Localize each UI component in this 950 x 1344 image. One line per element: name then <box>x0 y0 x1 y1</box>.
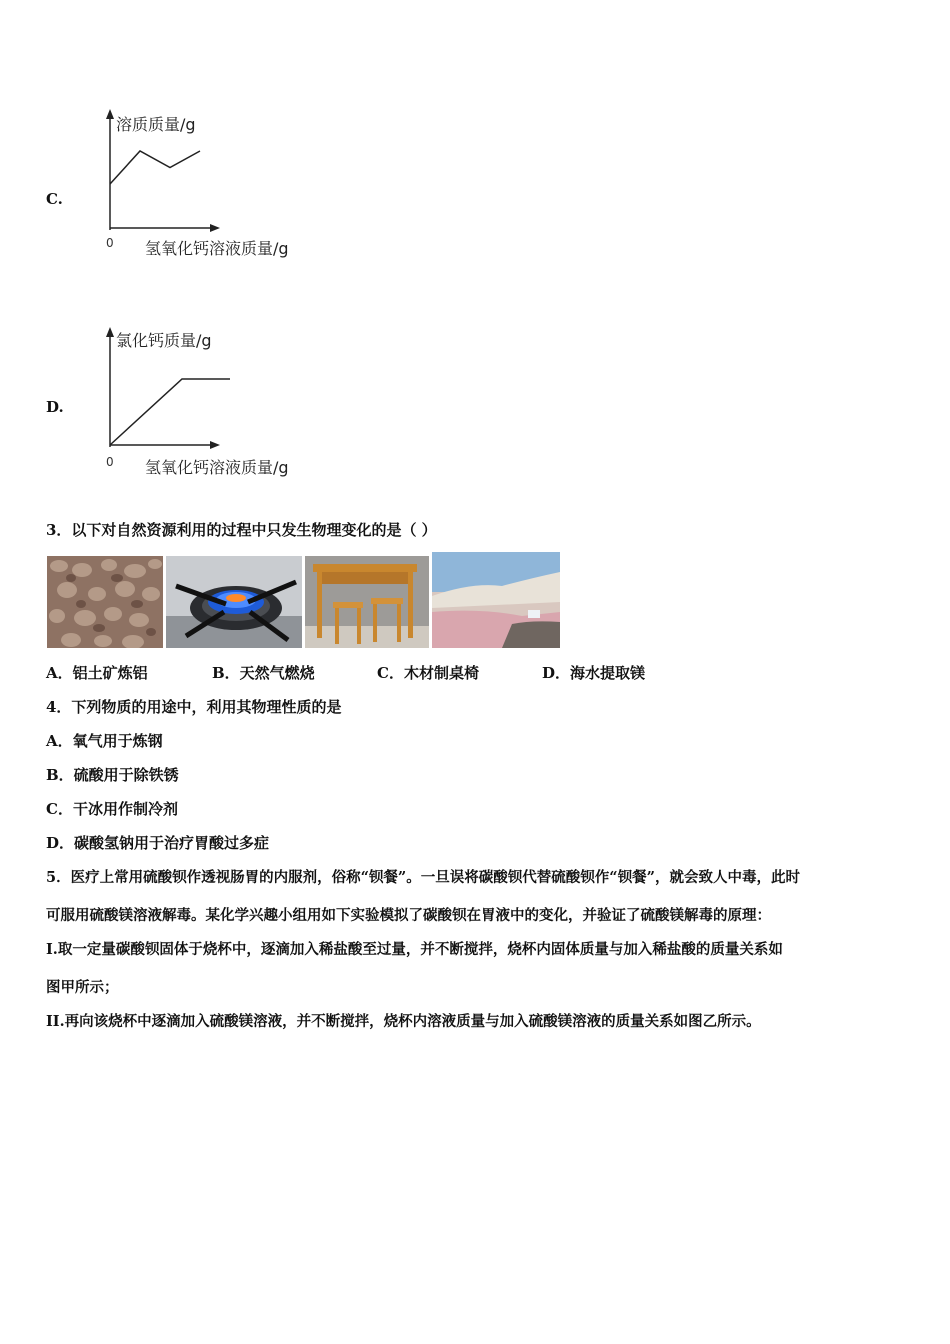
q4-option-a[interactable]: A．氧气用于炼钢 <box>46 732 163 750</box>
q4-option-d[interactable]: D．碳酸氢钠用于治疗胃酸过多症 <box>46 834 270 852</box>
q5-line-4: 图甲所示； <box>46 979 119 996</box>
q3-option-b[interactable]: B．天然气燃烧 <box>212 664 315 682</box>
bauxite-ore-photo <box>47 556 163 648</box>
wooden-desk-chairs-photo <box>305 556 429 648</box>
chart-c-y-arrow <box>106 109 114 119</box>
q5-line-2: 可服用硫酸镁溶液解毒。某化学兴趣小组用如下实验模拟了碳酸钡在胃液中的变化，并验证了硫酸镁解毒的原理： <box>46 907 771 924</box>
chart-c-origin: 0 <box>106 236 114 250</box>
q3-option-c[interactable]: C．木材制桌椅 <box>377 664 479 682</box>
chart-c-y-label: 溶质质量/g <box>116 115 196 134</box>
chart-d-x-arrow <box>210 441 220 449</box>
gas-stove-flame-photo <box>166 556 302 648</box>
option-d-label: D. <box>46 398 64 416</box>
q5-line-5: II.再向该烧杯中逐滴加入硫酸镁溶液，并不断搅拌，烧杯内溶液质量与加入硫酸镁溶液的质量关系如图乙所示。 <box>46 1013 761 1030</box>
option-c-label: C. <box>46 190 63 208</box>
q3-option-a[interactable]: A．铝土矿炼铝 <box>46 664 148 682</box>
chart-d-origin: 0 <box>106 455 114 469</box>
q4-option-b[interactable]: B．硫酸用于除铁锈 <box>46 766 179 784</box>
chart-d-y-label: 氯化钙质量/g <box>116 331 212 350</box>
chart-c-x-arrow <box>210 224 220 232</box>
q5-line-3: I.取一定量碳酸钡固体于烧杯中，逐滴加入稀盐酸至过量，并不断搅拌，烧杯内固体质量与加入稀盐酸的质量关系如 <box>46 941 783 958</box>
chart-d-x-label: 氢氧化钙溶液质量/g <box>145 458 289 477</box>
chart-d-y-arrow <box>106 327 114 337</box>
q3-stem: 3．以下对自然资源利用的过程中只发生物理变化的是（ ） <box>46 521 437 539</box>
q3-option-d[interactable]: D．海水提取镁 <box>542 664 646 682</box>
chart-c-series-line <box>110 151 200 184</box>
seawater-salt-field-photo <box>432 552 560 648</box>
chart-d-series-line <box>110 379 230 445</box>
q4-stem: 4．下列物质的用途中，利用其物理性质的是 <box>46 698 342 716</box>
q5-line-1: 5．医疗上常用硫酸钡作透视肠胃的内服剂，俗称“钡餐”。一旦误将碳酸钡代替硫酸钡作“钡餐”，就会致人中毒，此时 <box>46 869 800 886</box>
chart-c-x-label: 氢氧化钙溶液质量/g <box>145 239 289 258</box>
q4-option-c[interactable]: C．干冰用作制冷剂 <box>46 800 178 818</box>
